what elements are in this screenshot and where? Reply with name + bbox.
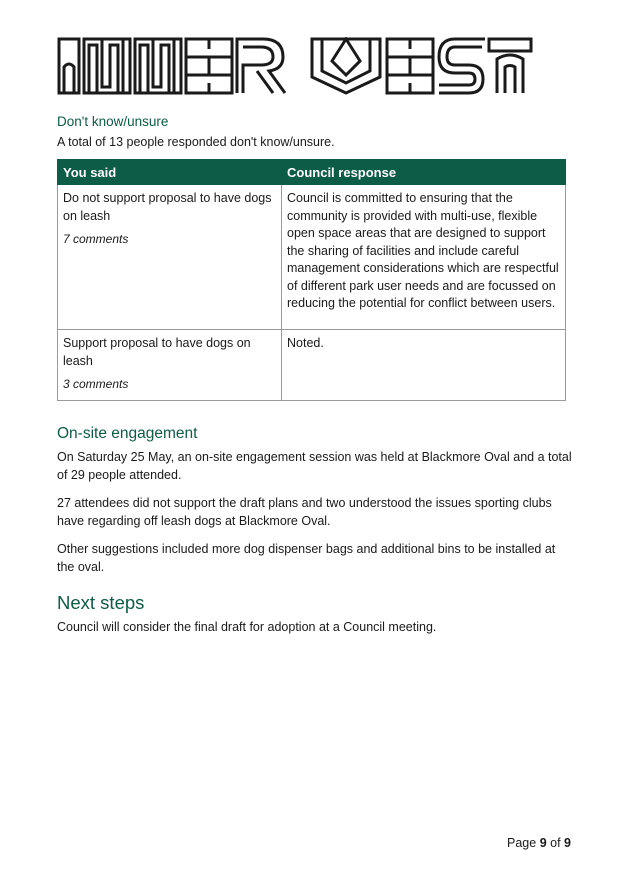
next-steps-text: Council will consider the final draft for adoption at a Council meeting.: [57, 620, 437, 634]
page-label: Page: [507, 836, 537, 850]
logo-letter-r: [237, 39, 285, 93]
page-number: [507, 836, 571, 850]
table-header-row: [58, 160, 566, 185]
total-pages: 9: [564, 836, 571, 850]
dont-know-heading: Don't know/unsure: [57, 114, 169, 129]
logo-letter-n: [84, 39, 130, 93]
you-said-text: Do not support proposal to have dogs on leash: [63, 191, 272, 223]
of-label: of: [550, 836, 561, 850]
header-council-response: Council response: [282, 160, 566, 185]
onsite-engagement-heading: On-site engagement: [57, 425, 198, 442]
council-response-cell: Council is committed to ensuring that the community is provided with multi-use, flexible open space areas that are designed to support the sharing of facilities and include careful management considerations which are respectful of different park user needs and are focussed on reducing the potential for conflict between users.: [282, 185, 566, 330]
logo-letter-n-2: [135, 39, 181, 93]
you-said-cell: [58, 330, 282, 401]
comment-count: 3 comments: [63, 377, 129, 391]
onsite-paragraph: On Saturday 25 May, an on-site engagement session was held at Blackmore Oval and a total of 29 people attended.: [57, 450, 572, 482]
logo-letter-i: [59, 39, 79, 93]
table-row: [58, 185, 566, 330]
onsite-paragraph: 27 attendees did not support the draft plans and two understood the issues sporting clubs have regarding off leash dogs at Blackmore Oval.: [57, 496, 552, 528]
logo-letter-s: [439, 39, 485, 93]
table-row: [58, 330, 566, 401]
logo-letter-w: [312, 39, 380, 93]
you-said-text: Support proposal to have dogs on leash: [63, 336, 251, 368]
header-you-said: You said: [58, 160, 282, 185]
dont-know-summary: A total of 13 people responded don't know/unsure.: [57, 135, 335, 149]
onsite-paragraph: Other suggestions included more dog dispenser bags and additional bins to be installed at the oval.: [57, 542, 556, 574]
council-response-cell: Noted.: [282, 330, 566, 401]
logo-letter-t: [489, 39, 531, 93]
you-said-cell: [58, 185, 282, 330]
logo-letter-e: [186, 39, 232, 93]
inner-west-logo: [57, 37, 533, 95]
current-page: 9: [539, 836, 547, 850]
response-table: [57, 159, 566, 401]
comment-count: 7 comments: [63, 232, 129, 246]
logo-letter-e-2: [387, 39, 433, 93]
next-steps-heading: Next steps: [57, 592, 145, 613]
